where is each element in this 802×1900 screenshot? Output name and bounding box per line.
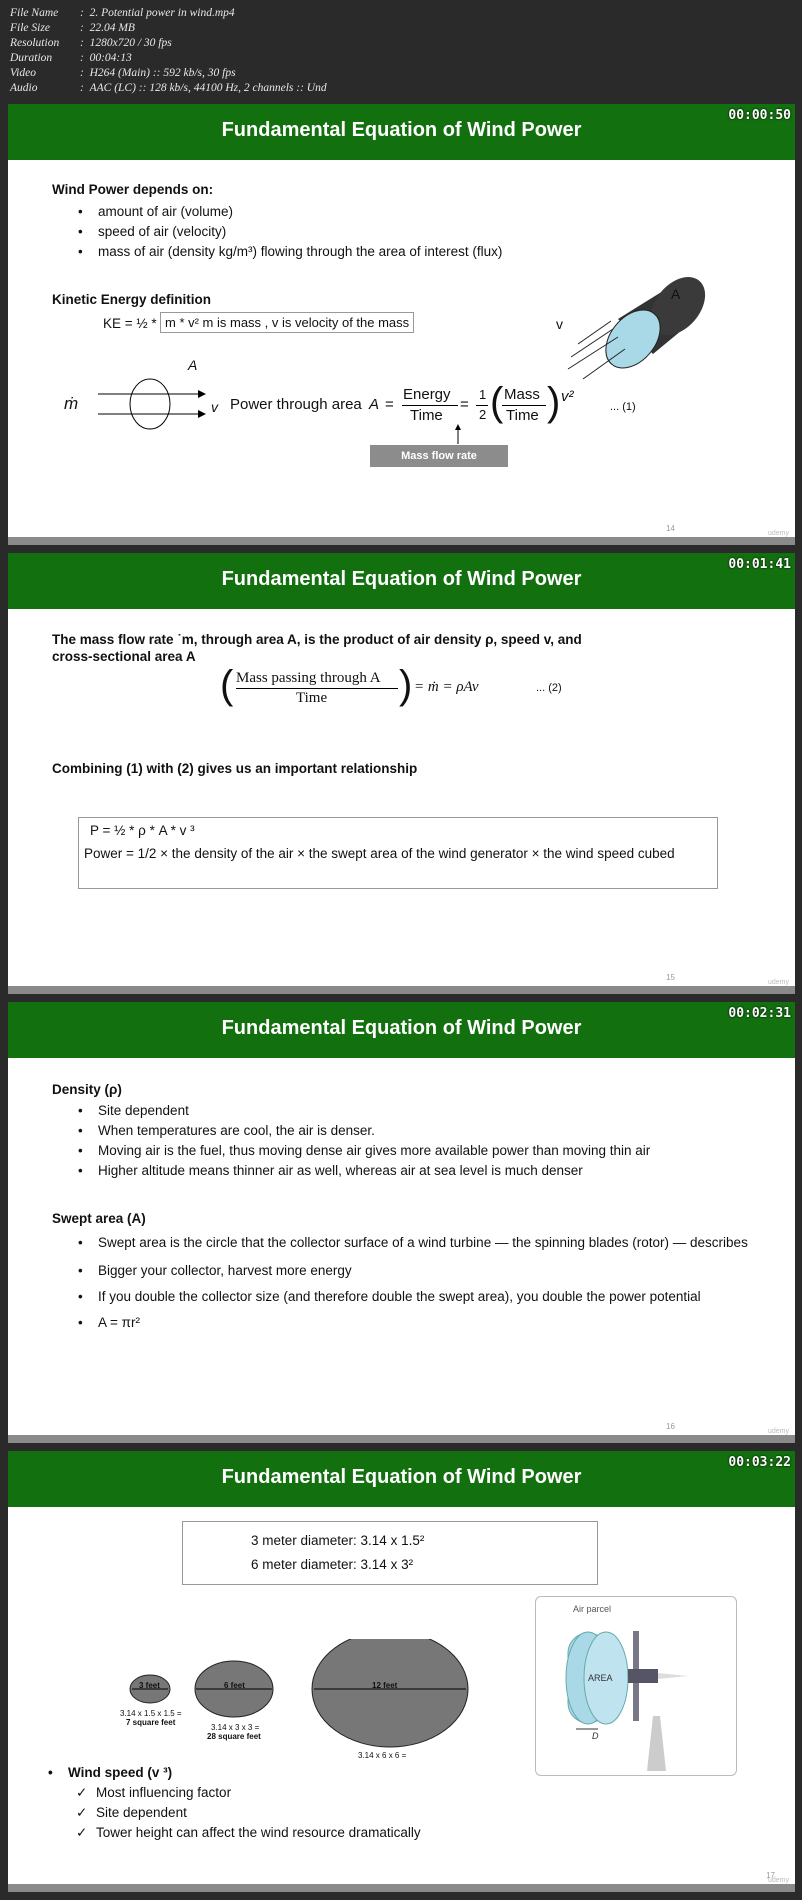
timestamp: 00:01:41 [728, 557, 791, 572]
list-item: • Higher altitude means thinner air as well, whereas air at sea level is much denser [78, 1161, 758, 1181]
equals-sign: = [460, 396, 469, 413]
circle-3ft-calc: 3.14 x 1.5 x 1.5 = [120, 1709, 182, 1718]
swept-list [78, 1234, 758, 1333]
file-metadata [10, 6, 327, 96]
slide-header [8, 553, 795, 609]
slide-header [8, 1002, 795, 1058]
udemy-logo: udemy [767, 979, 789, 986]
timestamp: 00:02:31 [728, 1006, 791, 1021]
paren-left: ( [220, 663, 234, 707]
page-number: 16 [666, 1422, 675, 1431]
slide-3 [8, 1002, 795, 1443]
equals-sign: = [385, 396, 394, 413]
list-item: ✓ Most influencing factor [76, 1783, 421, 1803]
meta-row: Video : H264 (Main) :: 592 kb/s, 30 fps [10, 67, 236, 79]
mass-label: Mass [504, 386, 540, 403]
circle-6ft-label: 6 feet [224, 1681, 245, 1690]
cylinder-v-label: v [556, 316, 563, 332]
list-item: • Swept area is the circle that the collector surface of a wind turbine — the spinning blades (rotor) — describes [78, 1234, 758, 1251]
diameter-6m: 6 meter diameter: 3.14 x 3² [251, 1557, 414, 1572]
page-number: 14 [666, 524, 675, 533]
list-item: ✓ Site dependent [76, 1803, 421, 1823]
area-label: AREA [588, 1673, 613, 1683]
slide-header [8, 1451, 795, 1507]
slide-footer-bar [8, 537, 795, 545]
slide-title: Fundamental Equation of Wind Power [221, 1017, 582, 1039]
meta-row: Duration : 00:04:13 [10, 52, 132, 64]
slide-footer-bar [8, 1884, 795, 1892]
list-item: • Bigger your collector, harvest more energy [78, 1261, 758, 1281]
udemy-logo: udemy [767, 1428, 789, 1435]
list-item: • When temperatures are cool, the air is denser. [78, 1121, 758, 1141]
slide-footer-bar [8, 986, 795, 994]
swept-heading: Swept area (A) [52, 1211, 146, 1226]
meta-row: Audio : AAC (LC) :: 128 kb/s, 44100 Hz, 2 channels :: Und [10, 82, 327, 94]
time-label: Time [296, 690, 328, 706]
list-item: • Site dependent [78, 1101, 758, 1121]
list-item: • amount of air (volume) [78, 202, 502, 222]
timestamp: 00:00:50 [728, 108, 791, 123]
mass-flow-description: The mass flow rate ˙m, through area A, is the product of air density ρ, speed v, and cross-sectional area A [52, 632, 582, 664]
slide-1 [8, 104, 795, 545]
slide-header [8, 104, 795, 160]
paren-right: ) [399, 663, 413, 707]
meta-row: File Size : 22.04 MB [10, 22, 135, 34]
list-item: ✓ Tower height can affect the wind resource dramatically [76, 1823, 421, 1843]
diameter-d-label: D [592, 1731, 599, 1741]
half-denominator: 2 [479, 407, 487, 422]
time-label: Time [506, 407, 539, 424]
meta-row: File Name : 2. Potential power in wind.mp4 [10, 7, 235, 19]
mdot-symbol: ṁ [64, 394, 79, 413]
fraction-line [402, 405, 458, 406]
air-parcel-label: Air parcel [573, 1604, 612, 1614]
list-item: • Wind speed (v ³) [48, 1763, 172, 1783]
equation-number: ... (2) [536, 682, 562, 694]
fraction-line [236, 688, 398, 689]
circle-3ft-label: 3 feet [139, 1681, 160, 1690]
wind-speed-list [48, 1763, 172, 1783]
power-formula-description: Power = 1/2 × the density of the air × the swept area of the wind generator × the wind speed cubed [84, 846, 675, 861]
depends-list [78, 202, 502, 262]
depends-heading: Wind Power depends on: [52, 182, 214, 197]
pipe-a-label: A [188, 357, 198, 373]
udemy-logo: udemy [767, 1877, 789, 1884]
list-item: • A = πr² [78, 1313, 758, 1333]
meta-row: Resolution : 1280x720 / 30 fps [10, 37, 172, 49]
list-item: • Moving air is the fuel, thus moving dense air gives more available power than moving thin air [78, 1141, 758, 1161]
density-list [78, 1101, 758, 1181]
paren-left: ( [490, 380, 504, 424]
ke-heading: Kinetic Energy definition [52, 292, 212, 307]
slide-footer-bar [8, 1435, 795, 1443]
power-formula: P = ½ * ρ * A * v ³ [90, 823, 195, 838]
half-numerator: 1 [479, 387, 487, 402]
slide-title: Fundamental Equation of Wind Power [221, 1466, 582, 1488]
fraction-line [502, 405, 546, 406]
cylinder-diagram [563, 269, 723, 389]
timestamp: 00:03:22 [728, 1455, 791, 1470]
ke-box: m * v² m is mass , v is velocity of the mass [160, 312, 414, 333]
mass-passing-label: Mass passing through A [236, 670, 381, 686]
list-item: • mass of air (density kg/m³) flowing through the area of interest (flux) [78, 242, 502, 262]
air-parcel-diagram [548, 1621, 728, 1771]
udemy-logo: udemy [767, 530, 789, 537]
slide-title: Fundamental Equation of Wind Power [221, 568, 582, 590]
circle-6ft-result: 28 square feet [207, 1732, 261, 1741]
time-label: Time [410, 407, 443, 424]
area-comparison-diagram [128, 1639, 478, 1769]
diameter-box [182, 1521, 598, 1585]
diameter-3m: 3 meter diameter: 3.14 x 1.5² [251, 1533, 425, 1548]
mass-flow-equation: = ṁ = ρAv [414, 679, 479, 695]
circle-3ft-result: 7 square feet [126, 1718, 176, 1727]
cylinder-a-label: A [671, 286, 681, 302]
ke-left: KE = ½ * [103, 316, 157, 331]
mass-flow-rate-box: Mass flow rate [370, 445, 508, 467]
density-heading: Density (ρ) [52, 1082, 122, 1097]
circle-12ft-calc: 3.14 x 6 x 6 = [358, 1751, 407, 1760]
power-text: Power through area [230, 396, 362, 413]
circle-12ft-label: 12 feet [372, 1681, 398, 1690]
power-area-symbol: A [369, 396, 380, 413]
pipe-v-label: v [211, 399, 218, 415]
equation-number: ... (1) [610, 401, 636, 413]
wind-speed-sublist [76, 1783, 421, 1843]
flow-pipe-diagram [98, 374, 228, 434]
v-squared: v² [561, 388, 574, 405]
page-number: 17 [766, 1871, 775, 1880]
slide-2 [8, 553, 795, 994]
slide-title: Fundamental Equation of Wind Power [221, 119, 582, 141]
slide-4 [8, 1451, 795, 1892]
page-number: 15 [666, 973, 675, 982]
list-item: • If you double the collector size (and therefore double the swept area), you double the power potential [78, 1287, 758, 1307]
pointer-arrow [453, 424, 463, 444]
paren-right: ) [547, 380, 561, 424]
list-item: • speed of air (velocity) [78, 222, 502, 242]
combining-text: Combining (1) with (2) gives us an important relationship [52, 761, 418, 776]
energy-label: Energy [403, 386, 451, 403]
circle-6ft-calc: 3.14 x 3 x 3 = [211, 1723, 260, 1732]
fraction-line [476, 405, 488, 406]
